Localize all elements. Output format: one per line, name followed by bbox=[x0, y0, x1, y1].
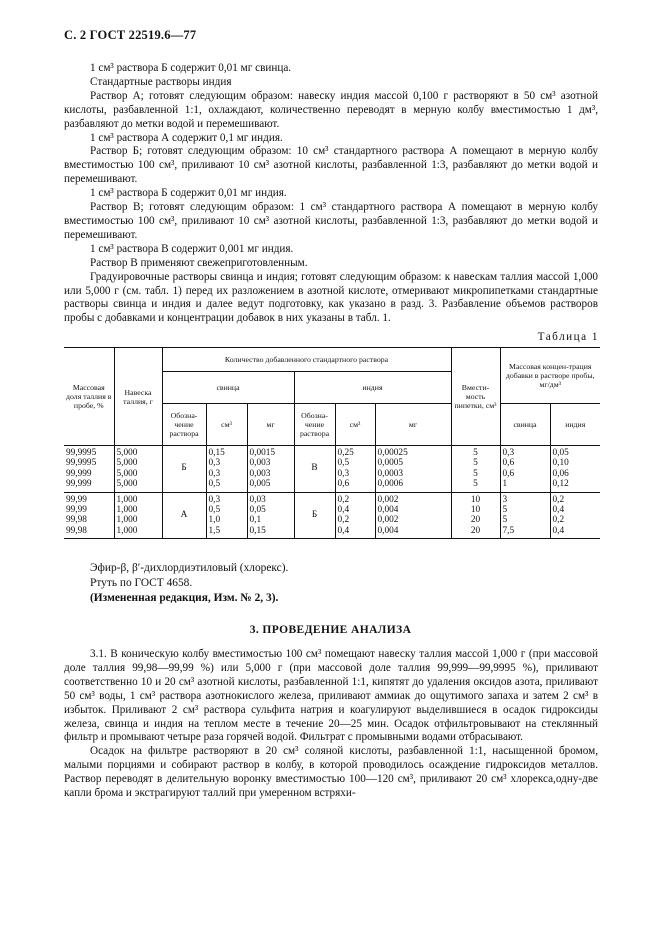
cell-sample bbox=[114, 446, 162, 493]
table-cell-value: 5,000 bbox=[116, 458, 138, 469]
table-cell-value: 5,000 bbox=[116, 448, 138, 458]
cell-conc-lead bbox=[500, 492, 550, 539]
cell-indium-cm3 bbox=[335, 492, 375, 539]
paragraph: Стандартные растворы индия bbox=[90, 75, 232, 88]
table-cell-value: 0,0005 bbox=[377, 458, 404, 469]
cell-lead-cm3 bbox=[206, 492, 247, 539]
cell-lead-cm3 bbox=[206, 446, 247, 493]
header-indium-cm3: см³ bbox=[335, 404, 375, 446]
table-cell-value: 0,05 bbox=[249, 505, 266, 516]
table-cell-value: 0,05 bbox=[552, 448, 569, 458]
table-cell-value: 0,3 bbox=[208, 494, 221, 505]
table-cell-value: 5 bbox=[473, 479, 478, 490]
paragraph: 1 см³ раствора Б содержит 0,01 мг свинца. bbox=[90, 62, 292, 74]
table-cell-value: 0,004 bbox=[377, 525, 399, 536]
table-cell-value: 0,5 bbox=[208, 505, 221, 516]
table-cell-value: 99,99 bbox=[66, 494, 87, 505]
paragraph: 1 см³ раствора А содержит 0,1 мг индия. bbox=[90, 131, 283, 144]
table-cell-value: 5,000 bbox=[116, 479, 138, 490]
table-cell-value: 5 bbox=[502, 505, 508, 516]
table-cell-value: 0,2 bbox=[337, 515, 350, 526]
cell-conc-indium bbox=[550, 492, 600, 539]
table-cell-value: 0,15 bbox=[249, 525, 266, 536]
table-cell-value: 7,5 bbox=[502, 525, 515, 536]
cell-sample bbox=[114, 492, 162, 539]
table-cell-value: 1 bbox=[502, 479, 508, 490]
table-cell-value: 0,3 bbox=[502, 448, 515, 458]
section-title: 3. ПРОВЕДЕНИЕ АНАЛИЗА bbox=[249, 624, 412, 636]
table-cell-value: 5 bbox=[502, 515, 508, 526]
cell-indium-mg bbox=[375, 446, 451, 493]
table-cell-value: 0,15 bbox=[208, 448, 225, 458]
header-conc-lead: свинца bbox=[500, 404, 550, 446]
header-indium-designation: Обозна-чение раствора bbox=[294, 404, 335, 446]
table-cell-value: 0,00025 bbox=[377, 448, 408, 458]
table-cell-value: 0,002 bbox=[377, 515, 399, 526]
table-cell-value: 20 bbox=[470, 525, 481, 536]
table-cell-value: 0,5 bbox=[208, 479, 221, 490]
table-cell-value: 1,000 bbox=[116, 505, 138, 516]
table-cell-value: 0,4 bbox=[552, 525, 565, 536]
table-caption: Таблица 1 bbox=[537, 331, 599, 343]
paragraph: Раствор В; готовят следующим образом: 1 см³ стандартного раствора А помещают в мерную колбу вместимостью 100 см³, приливают 10 см³ азотной кислоты, разбавленной 1:3, разбавляют до метки водой и перемешивают. bbox=[64, 201, 598, 241]
table-cell-value: 0,2 bbox=[552, 515, 565, 526]
table-cell-value: 0,2 bbox=[337, 494, 350, 505]
table-cell-value: 0,10 bbox=[552, 458, 569, 469]
table-cell-value: 0,3 bbox=[208, 468, 221, 479]
paragraph: Градуировочные растворы свинца и индия; готовят следующим образом: к навескам таллия массой 1,000 или 5,000 г (см. табл. 1) перед их разложением в азотной кислоте, отмеривают микропипетками стандартные растворы свинца и индия и далее ведут подготовку, как указано в разд. 3. Разбавление объемов растворов пробы с добавками и концентрации добавок в них указаны в табл. 1. bbox=[64, 270, 598, 325]
table-cell-value: 99,999 bbox=[66, 479, 92, 490]
header-pipette: Вмести-мость пипетки, см³ bbox=[451, 348, 500, 446]
cell-indium-cm3 bbox=[335, 446, 375, 493]
paragraph: 1 см³ раствора В содержит 0,001 мг индия. bbox=[90, 242, 294, 255]
cell-lead-solution: А bbox=[162, 492, 206, 539]
table-cell-value: 0,03 bbox=[249, 494, 266, 505]
table-cell-value: 0,5 bbox=[337, 458, 350, 469]
header-indium-mg: мг bbox=[375, 404, 451, 446]
table-cell-value: 0,3 bbox=[337, 468, 350, 479]
header-lead: свинца bbox=[162, 372, 294, 404]
table-cell-value: 5,000 bbox=[116, 468, 138, 479]
cell-indium-solution: Б bbox=[294, 492, 335, 539]
table-cell-value: 0,003 bbox=[249, 468, 271, 479]
cell-lead-solution: Б bbox=[162, 446, 206, 493]
header-sample: Навеска таллия, г bbox=[114, 348, 162, 446]
revision-note: (Измененная редакция, Изм. № 2, 3). bbox=[90, 592, 279, 604]
table-cell-value: 99,99 bbox=[66, 505, 87, 516]
cell-conc-lead bbox=[500, 446, 550, 493]
table-cell-value: 0,25 bbox=[337, 448, 354, 458]
header-concentration: Массовая концен-трация добавки в растворе пробы, мг/дм³ bbox=[500, 348, 600, 404]
table-cell-value: 1,000 bbox=[116, 525, 138, 536]
header-indium: индия bbox=[294, 372, 451, 404]
cell-indium-solution: В bbox=[294, 446, 335, 493]
table-cell-value: 99,9995 bbox=[66, 448, 97, 458]
table-cell-value: 10 bbox=[470, 505, 481, 516]
after-table-text bbox=[64, 561, 598, 606]
paragraph: Раствор В применяют свежеприготовленным. bbox=[90, 256, 308, 269]
table-cell-value: 0,005 bbox=[249, 479, 271, 490]
header-added: Количество добавленного стандартного раствора bbox=[162, 348, 451, 372]
cell-indium-mg bbox=[375, 492, 451, 539]
table-cell-value: 0,4 bbox=[552, 505, 565, 516]
paragraph: 1 см³ раствора Б содержит 0,01 мг индия. bbox=[90, 187, 287, 200]
table-cell-value: 1,000 bbox=[116, 494, 138, 505]
table-cell-value: 0,0015 bbox=[249, 448, 276, 458]
paragraph: Раствор А; готовят следующим образом: навеску индия массой 0,100 г растворяют в 50 см³ азотной кислоты, разбавленной 1:1, охлаждают, количественно переводят в мерную колбу вместимостью 1 дм³, разбавляют до метки водой и перемешивают. bbox=[64, 89, 598, 130]
paragraph: Раствор Б; готовят следующим образом: 10 см³ стандартного раствора А помещают в мерную колбу вместимостью 100 см³, приливают 10 см³ азотной кислоты, разбавленной 1:3, разбавляют до метки водой и перемешивают. bbox=[64, 145, 598, 186]
cell-mass-fraction bbox=[64, 492, 114, 539]
table-cell-value: 99,999 bbox=[66, 468, 92, 479]
table-cell-value: 5 bbox=[473, 458, 478, 469]
table-cell-value: 20 bbox=[470, 515, 481, 526]
table-cell-value: 0,3 bbox=[208, 458, 221, 469]
table-cell-value: 10 bbox=[470, 494, 481, 505]
table-cell-value: 0,6 bbox=[337, 479, 350, 490]
table-cell-value: 0,12 bbox=[552, 479, 569, 490]
page-header: С. 2 ГОСТ 22519.6—77 bbox=[64, 28, 197, 42]
reagent-line: Ртуть по ГОСТ 4658. bbox=[90, 577, 193, 589]
header-lead-mg: мг bbox=[247, 404, 294, 446]
table-cell-value: 0,003 bbox=[249, 458, 271, 469]
table-cell-value: 0,0006 bbox=[377, 479, 404, 490]
table-cell-value: 0,6 bbox=[502, 468, 515, 479]
paragraph: 3.1. В коническую колбу вместимостью 100 см³ помещают навеску таллия массой 1,000 г (при массовой доле таллия 99,98—99,99 %) или 5,000 г (при массовой доле таллия 99,999—99,9995 %), приливают соответственно 10 и 20 см³ азотной кислоты, разбавленной 1:1, кипятят до удаления оксидов азота, приливают 50 см³ воды, 1 см³ раствора азотнокислого железа, приливают аммиак до ощутимого запаха и затем 2 см³ в избыток. Приливают 2 см³ раствора сульфита натрия и коагулируют выделившиеся в осадок гидроксиды железа, свинца и индия на теплом месте в течение 20—25 мин. Осадок отфильтровывают на стеклянный фильтр и промывают четыре раза горячей водой. Фильтрат с промывными водами отбрасывают. bbox=[64, 648, 598, 744]
table-cell-value: 5 bbox=[473, 448, 478, 458]
table-cell-value: 5 bbox=[473, 468, 478, 479]
table-cell-value: 1,0 bbox=[208, 515, 221, 526]
table-cell-value: 0,06 bbox=[552, 468, 569, 479]
table-cell-value: 0,002 bbox=[377, 494, 399, 505]
table-cell-value: 1,5 bbox=[208, 525, 221, 536]
table-cell-value: 3 bbox=[502, 494, 508, 505]
cell-lead-mg bbox=[247, 446, 294, 493]
intro-text bbox=[64, 62, 598, 326]
table-row-group-1 bbox=[64, 446, 600, 493]
header-lead-designation: Обозна-чение раствора bbox=[162, 404, 206, 446]
header-mass-fraction: Массовая доля таллия в пробе, % bbox=[64, 348, 114, 446]
table-cell-value: 0,2 bbox=[552, 494, 565, 505]
cell-pipette bbox=[451, 446, 500, 493]
paragraph: Осадок на фильтре растворяют в 20 см³ соляной кислоты, разбавленной 1:1, насыщенной бромом, малыми порциями и собирают раствор в колбу, в которой проводилось осаждение гидроксидов металлов. Раствор переводят в делительную воронку вместимостью 100—120 см³, приливают 20 см³ хлорекса,одну-две капли брома и экстрагируют таллий при умеренном встряхи- bbox=[64, 745, 598, 800]
table-row-group-2 bbox=[64, 492, 600, 539]
header-conc-indium: индия bbox=[550, 404, 600, 446]
table-cell-value: 99,98 bbox=[66, 515, 87, 526]
table-cell-value: 0,6 bbox=[502, 458, 515, 469]
cell-pipette bbox=[451, 492, 500, 539]
table-cell-value: 0,1 bbox=[249, 515, 262, 526]
table-cell-value: 99,9995 bbox=[66, 458, 97, 469]
cell-lead-mg bbox=[247, 492, 294, 539]
table-cell-value: 1,000 bbox=[116, 515, 138, 526]
table-cell-value: 99,98 bbox=[66, 525, 87, 536]
data-table bbox=[64, 347, 600, 539]
section-text bbox=[64, 648, 598, 801]
header-lead-cm3: см³ bbox=[206, 404, 247, 446]
table-cell-value: 0,0003 bbox=[377, 468, 404, 479]
table-cell-value: 0,4 bbox=[337, 505, 350, 516]
cell-mass-fraction bbox=[64, 446, 114, 493]
table-cell-value: 0,4 bbox=[337, 525, 350, 536]
reagent-line: Эфир-β, β′-дихлордиэтиловый (хлорекс). bbox=[90, 562, 289, 574]
table-cell-value: 0,004 bbox=[377, 505, 399, 516]
cell-conc-indium bbox=[550, 446, 600, 493]
